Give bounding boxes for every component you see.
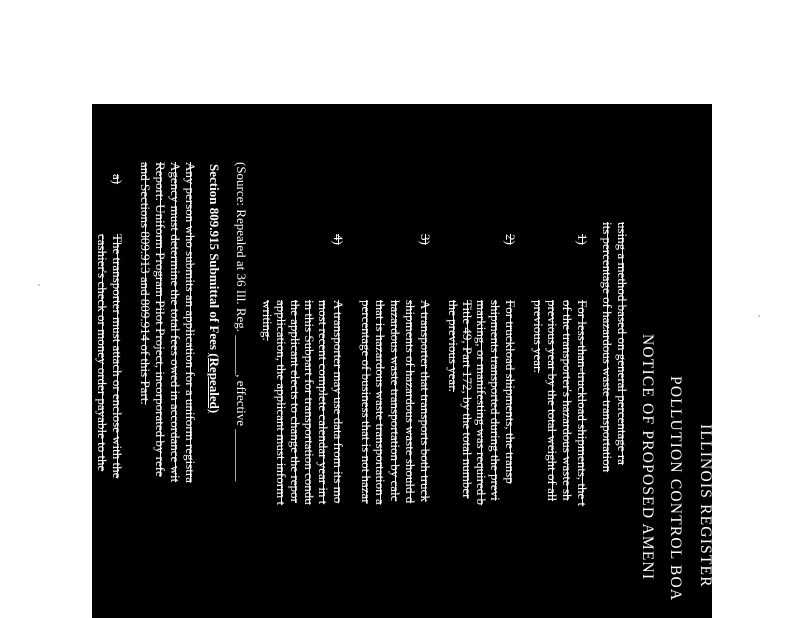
item-1-number: 1): [575, 234, 590, 245]
item-a-line-1: The transporter must attach or enclose with the: [110, 234, 125, 479]
item-4-line-5: application, the applicant must inform t: [274, 300, 289, 506]
item-3-line-4: that is hazardous waste transportation a: [373, 300, 388, 505]
item-1-line-1: For less-than-truckload shipments, the t: [575, 300, 590, 507]
item-1-line-4: previous year.: [531, 300, 546, 373]
item-2-number: 2): [503, 234, 518, 245]
scan-speck: [758, 315, 760, 317]
item-2-line-1: For truckload shipments, the transp: [503, 300, 518, 484]
item-3-line-1: A transporter that transports both truck: [418, 300, 433, 502]
item-4-number: 4): [331, 234, 346, 245]
item-4-line-4: the applicant elects to change the repor: [288, 300, 303, 503]
section-title: Section 809.915 Submittal of Fees: [207, 164, 222, 354]
para-line-1: Any person who submits an application for a uniform registra: [183, 162, 198, 483]
item-a-line-2: cashier's check or money order payable to the: [95, 234, 110, 472]
scanned-page: [80, 104, 714, 618]
item-2-line-3: marking, or manifesting was required b: [474, 300, 489, 506]
section-heading: [207, 164, 221, 413]
intro-line-2: its percentage of hazardous waste transportation: [600, 222, 615, 473]
item-a-line-3: appropriate amount.: [80, 234, 95, 339]
notice-title: NOTICE OF PROPOSED AMENI: [639, 334, 656, 581]
rotated-document: [80, 104, 714, 618]
item-1-line-2: of the transporter's hazardous waste sh: [560, 300, 575, 501]
scan-speck: [38, 284, 40, 286]
item-2-line-2: shipments transported during the previ: [488, 300, 503, 501]
intro-line-1: using a method based on general percentage ra: [615, 222, 630, 465]
source-note: (Source: Repealed at 36 Ill. Reg. ______, effective ________: [234, 162, 249, 482]
item-3-number: 3): [418, 234, 433, 245]
para-line-3: Report: Uniform Program Pilot Project, incorporated by refe: [153, 162, 168, 477]
para-line-4: and Sections 809.913 and 809.914 of this Part.: [138, 162, 153, 405]
item-3-line-2: shipments of hazardous waste should d: [403, 300, 418, 504]
item-4-line-3: in this Subpart for transportation condu: [302, 300, 317, 505]
board-title: POLLUTION CONTROL BOA: [667, 376, 684, 602]
item-4-line-1: A transporter may use data from its mo: [331, 300, 346, 504]
item-4-line-2: most recent complete calendar year in t: [316, 300, 331, 505]
item-3-line-3: hazardous waste transportation by calc: [388, 300, 403, 502]
page-content: [80, 104, 714, 618]
item-3-line-5: percentage of business that is not hazar: [359, 300, 374, 504]
register-title: ILLINOIS REGISTER: [697, 424, 714, 588]
section-repealed-tag: (Repealed): [207, 353, 222, 414]
item-2-line-5: the previous year.: [446, 300, 461, 393]
item-1-line-3: previous year by the total weight of all: [545, 300, 560, 502]
para-line-2: Agency must determine the total fees owed in accordance wit: [168, 162, 183, 483]
item-a-number: a): [110, 174, 125, 185]
item-2-line-4: Title 49, Part 172, by the total number: [460, 300, 475, 499]
item-4-line-6: writing.: [260, 300, 275, 341]
